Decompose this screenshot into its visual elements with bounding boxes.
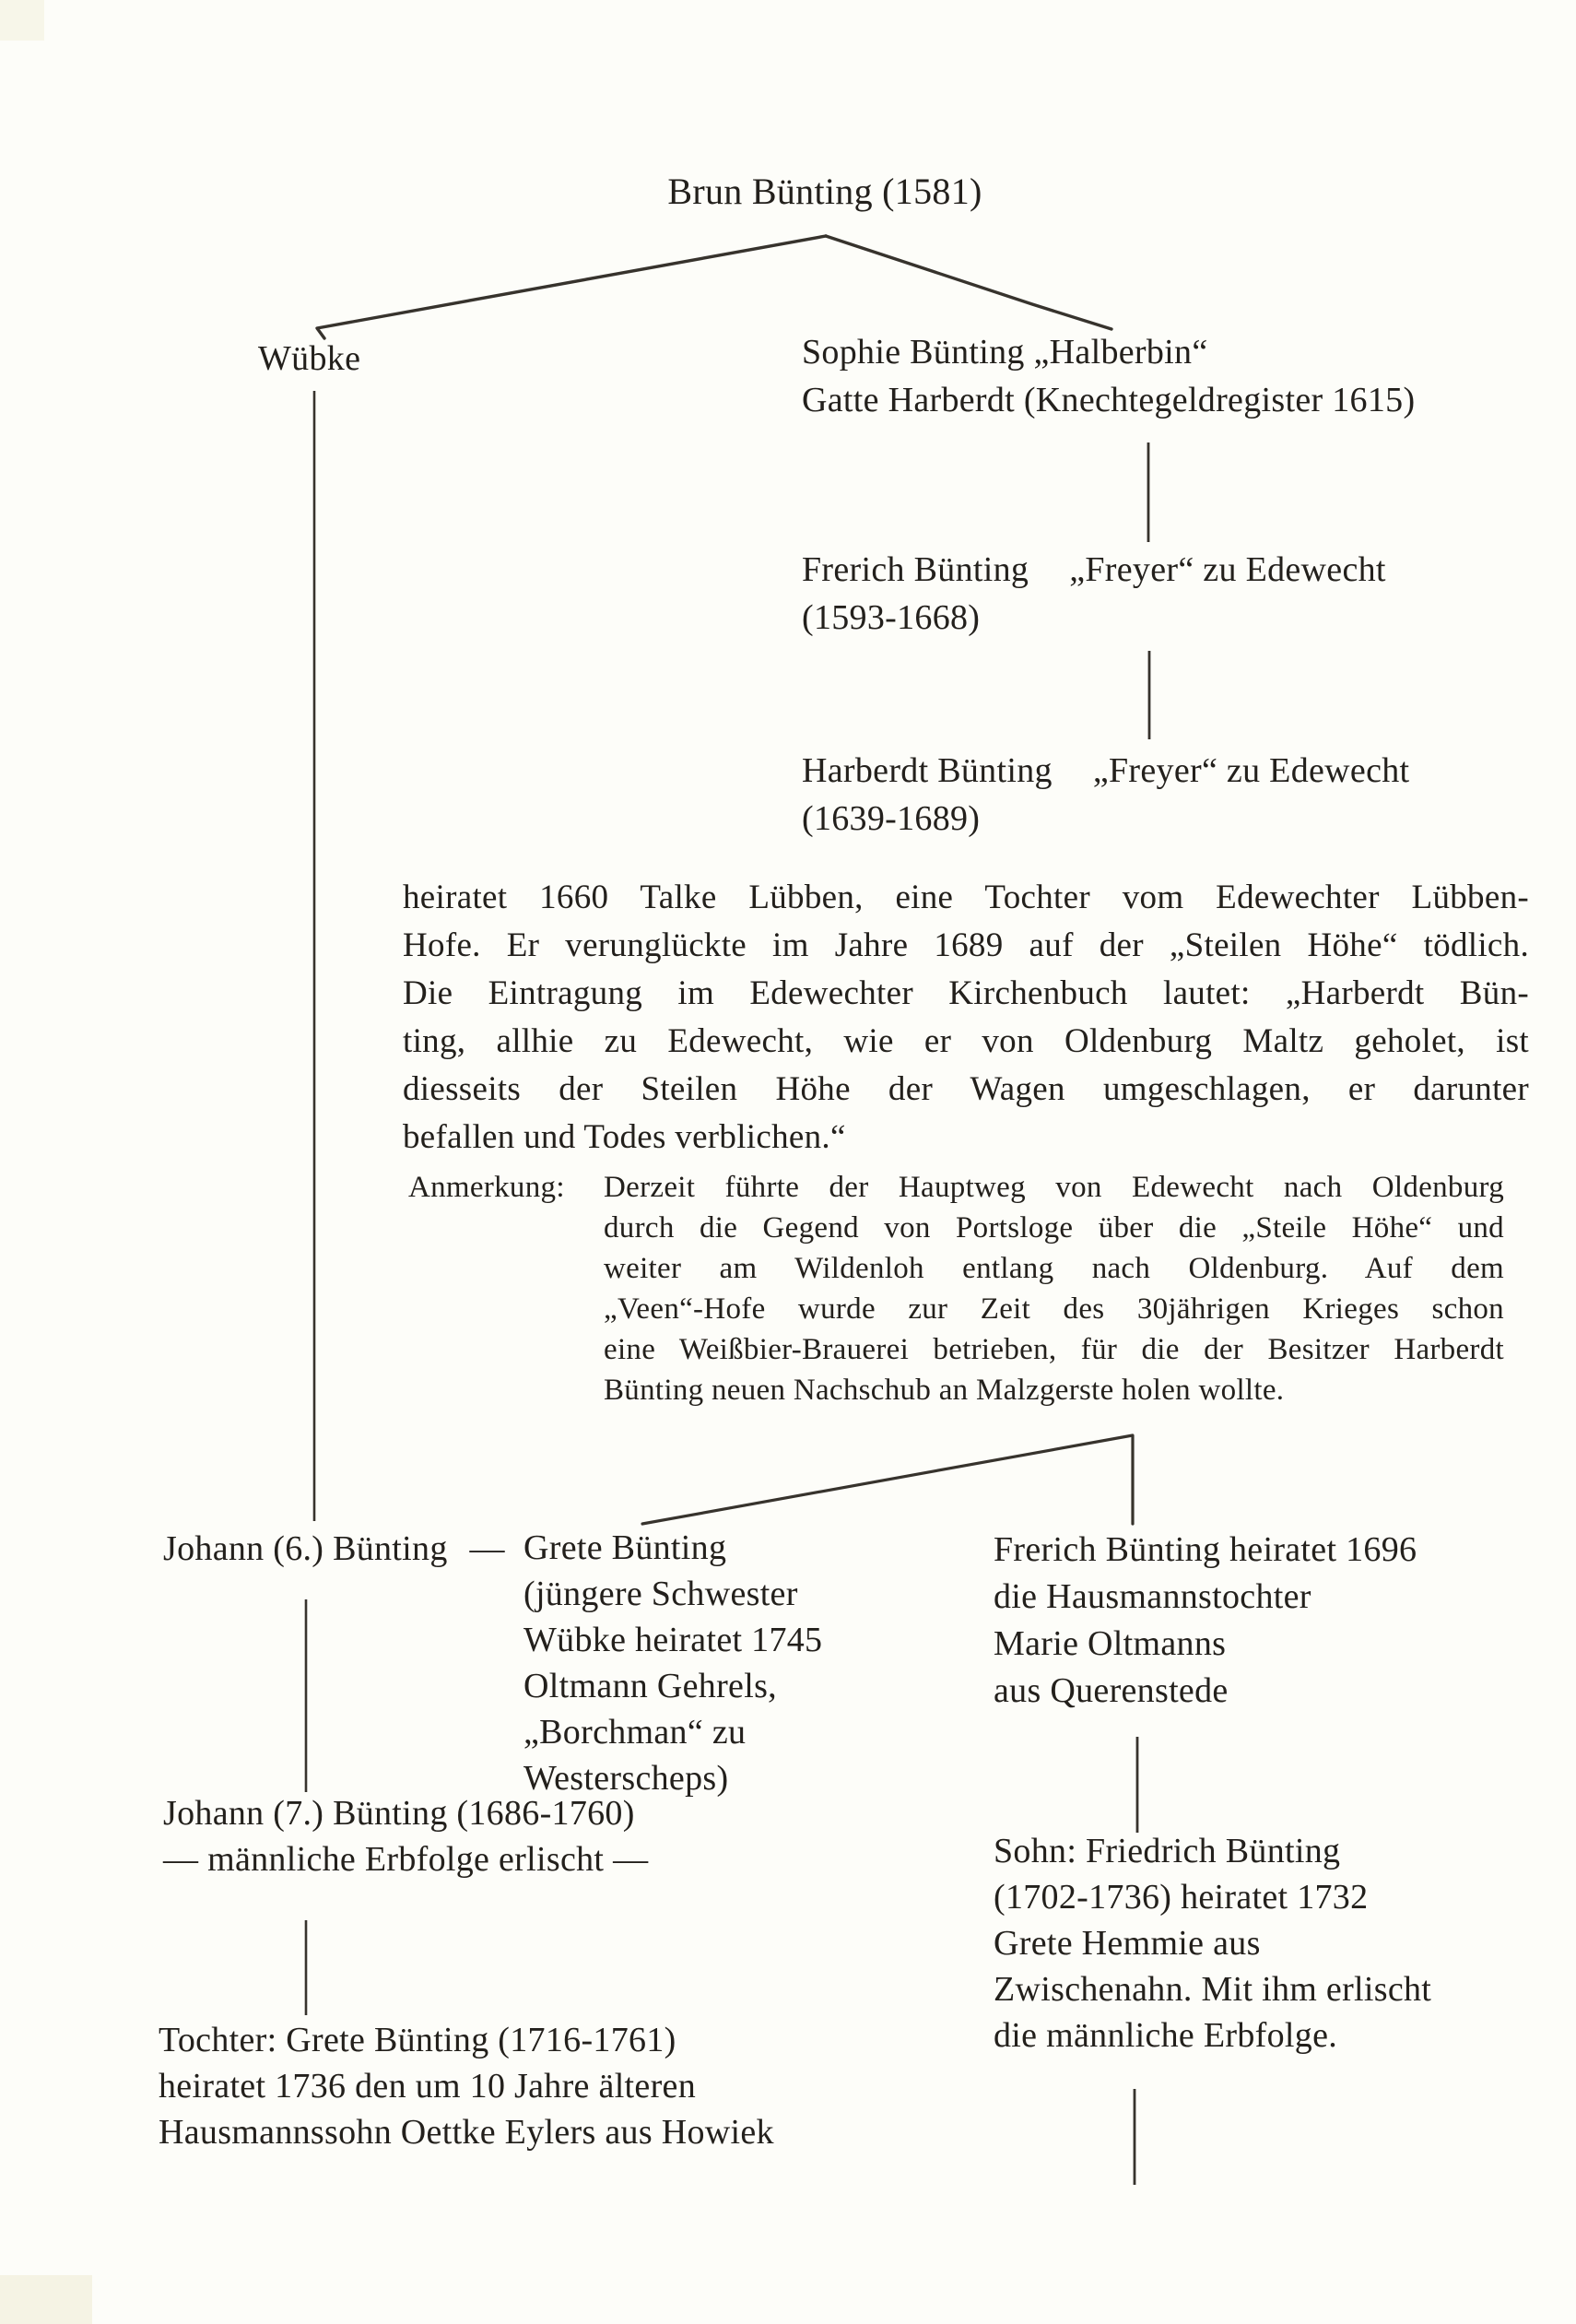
sophie-line-2: Gatte Harberdt (Knechtegeldregister 1615) [802, 381, 1416, 419]
line-root-to-sophie [826, 236, 1111, 329]
grete-wife-line-4: Oltmann Gehrels, [523, 1667, 777, 1705]
friedrich-line-2: (1702-1736) heiratet 1732 [994, 1878, 1369, 1917]
johann7-line-1: Johann (7.) Bünting (1686-1760) [163, 1794, 635, 1833]
node-grete-wife [523, 1525, 822, 1801]
anmerkung-line-2: durch die Gegend von Portsloge über die „Steile Höhe“ und [604, 1211, 1504, 1245]
node-johann7 [163, 1790, 648, 1882]
frerich-1593-years: (1593-1668) [802, 598, 981, 637]
paragraph-line-4: ting, allhie zu Edewecht, wie er von Oldenburg Maltz geholet, ist [403, 1022, 1529, 1060]
grete-wife-line-6: Westerscheps) [523, 1759, 729, 1798]
line-harberdt-branch-diagonal [642, 1435, 1133, 1524]
grete-wife-line-3: Wübke heiratet 1745 [523, 1621, 823, 1659]
anmerkung-label: Anmerkung: [408, 1171, 565, 1204]
marriage-dash: — [469, 1529, 505, 1568]
grete-wife-line-2: (jüngere Schwester [523, 1575, 798, 1613]
node-frerich-1593 [802, 546, 1386, 642]
frerich-1593-name-line [802, 546, 1386, 594]
line-root-to-wubke [317, 236, 826, 338]
frerich-1696-line-3: Marie Oltmanns [994, 1624, 1227, 1663]
harberdt-paragraph [403, 874, 1529, 1162]
node-harberdt-1639 [802, 747, 1409, 843]
frerich-1593-name: Frerich Bünting [802, 550, 1029, 589]
node-sophie [802, 328, 1415, 424]
node-johann6 [163, 1525, 505, 1573]
harberdt-epithet: „Freyer“ zu Edewecht [1092, 751, 1410, 790]
anmerkung-line-4: „Veen“-Hofe wurde zur Zeit des 30jährigen Krieges schon [604, 1292, 1504, 1326]
anmerkung-text [604, 1167, 1504, 1410]
tochter-line-3: Hausmannssohn Oettke Eylers aus Howiek [159, 2113, 774, 2152]
scan-artifact-bottom-left [0, 2275, 92, 2324]
anmerkung-line-5: eine Weißbier-Brauerei betrieben, für die der Besitzer Harberdt [604, 1333, 1504, 1366]
johann7-line-2: — männliche Erbfolge erlischt — [163, 1840, 649, 1879]
node-tochter-grete [159, 2017, 774, 2155]
harberdt-years: (1639-1689) [802, 799, 981, 838]
friedrich-line-1: Sohn: Friedrich Bünting [994, 1832, 1341, 1870]
node-sohn-friedrich [994, 1828, 1431, 2059]
friedrich-line-3: Grete Hemmie aus [994, 1924, 1261, 1963]
friedrich-line-5: die männliche Erbfolge. [994, 2016, 1338, 2055]
grete-wife-line-5: „Borchman“ zu [523, 1713, 747, 1752]
paragraph-line-6: befallen und Todes verblichen.“ [403, 1118, 846, 1156]
grete-wife-line-1: Grete Bünting [523, 1528, 727, 1567]
tochter-line-2: heiratet 1736 den um 10 Jahre älteren [159, 2067, 696, 2106]
johann6-name: Johann (6.) Bünting [163, 1529, 448, 1568]
node-root-brun-buenting: Brun Bünting (1581) [667, 171, 982, 212]
paragraph-line-2: Hofe. Er verunglückte im Jahre 1689 auf der „Steilen Höhe“ tödlich. [403, 926, 1529, 964]
friedrich-line-4: Zwischenahn. Mit ihm erlischt [994, 1970, 1432, 2009]
tochter-line-1: Tochter: Grete Bünting (1716-1761) [159, 2021, 676, 2059]
frerich-1593-epithet: „Freyer“ zu Edewecht [1069, 550, 1386, 589]
harberdt-name: Harberdt Bünting [802, 751, 1053, 790]
frerich-1696-line-2: die Hausmannstochter [994, 1577, 1311, 1616]
paragraph-line-5: diesseits der Steilen Höhe der Wagen umgeschlagen, er darunter [403, 1070, 1529, 1108]
harberdt-name-line [802, 747, 1409, 795]
paragraph-line-3: Die Eintragung im Edewechter Kirchenbuch lautet: „Harberdt Bün- [403, 974, 1529, 1012]
anmerkung-line-1: Derzeit führte der Hauptweg von Edewecht nach Oldenburg [604, 1171, 1504, 1204]
anmerkung-line-6: Bünting neuen Nachschub an Malzgerste holen wollte. [604, 1374, 1285, 1407]
frerich-1696-line-1: Frerich Bünting heiratet 1696 [994, 1530, 1417, 1569]
node-frerich-1696 [994, 1527, 1417, 1715]
node-wubke: Wübke [258, 339, 361, 378]
scan-artifact-top-left [0, 0, 44, 41]
anmerkung-line-3: weiter am Wildenloh entlang nach Oldenburg. Auf dem [604, 1252, 1504, 1285]
frerich-1696-line-4: aus Querenstede [994, 1671, 1229, 1710]
paragraph-line-1: heiratet 1660 Talke Lübben, eine Tochter vom Edewechter Lübben- [403, 879, 1529, 916]
sophie-line-1: Sophie Bünting „Halberbin“ [802, 333, 1208, 372]
